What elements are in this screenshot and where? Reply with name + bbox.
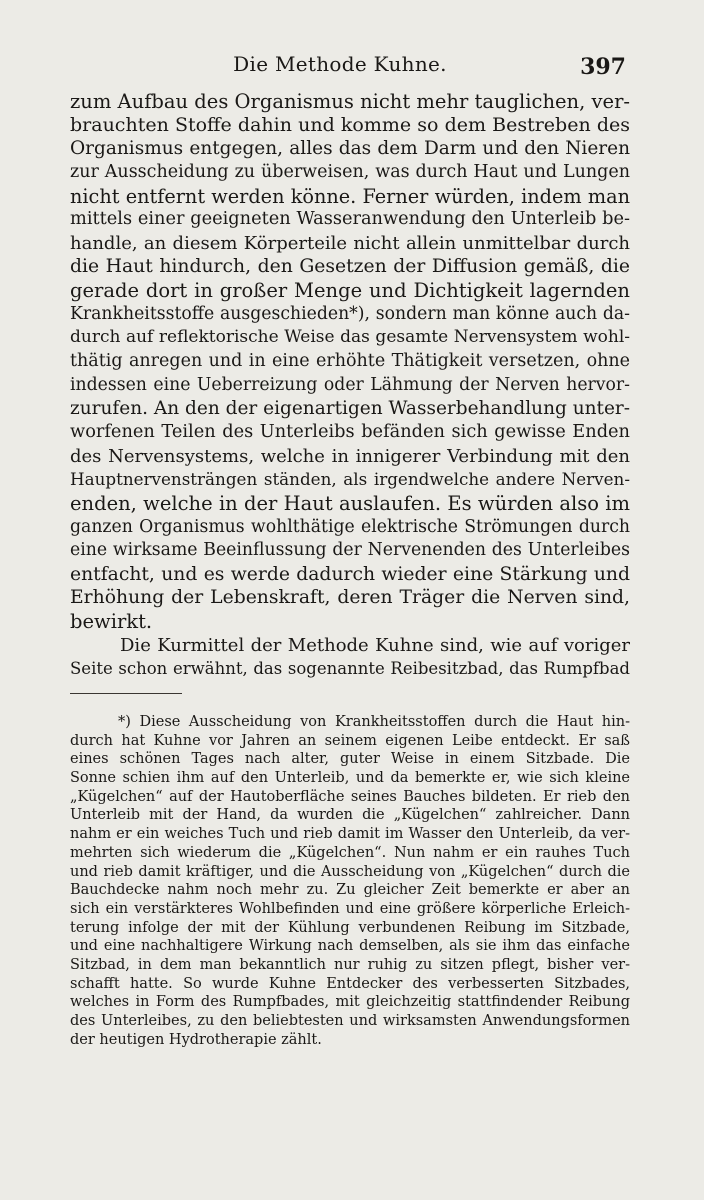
text-line: eine wirksame Beeinflussung der Nervenenden des Unterleibes [70, 540, 630, 561]
text-line: gerade dort in großer Menge und Dichtigkeit lagernden [70, 279, 630, 303]
text-line: die Haut hindurch, den Gesetzen der Diffusion gemäß, die [70, 256, 630, 278]
footnote-line: nahm er ein weiches Tuch und rieb damit im Wasser den Unterleib, da ver- [70, 826, 630, 843]
footnote-line: mehrten sich wiederum die „Kügelchen“. Nun nahm er ein rauhes Tuch [70, 844, 630, 861]
footnote-line: Sitzbad, in dem man bekanntlich nur ruhig zu sitzen pflegt, bisher ver- [70, 956, 630, 973]
footnote-line: sich ein verstärkteres Wohlbefinden und eine größere körperliche Erleich- [70, 900, 630, 917]
footnote-divider [70, 693, 182, 694]
footnote-line: durch hat Kuhne vor Jahren an seinem eigenen Leibe entdeckt. Er saß [70, 732, 630, 749]
text-line: durch auf reflektorische Weise das gesamte Nervensystem wohl- [70, 327, 630, 348]
text-line: indessen eine Ueberreizung oder Lähmung der Nerven hervor- [70, 374, 630, 395]
text-line: Seite schon erwähnt, das sogenannte Reibesitzbad, das Rumpfbad [70, 659, 630, 679]
text-line: entfacht, und es werde dadurch wieder eine Stärkung und [70, 563, 630, 585]
page-number: 397 [580, 54, 626, 80]
footnote-line: welches in Form des Rumpfbades, mit gleichzeitig stattfindender Reibung [70, 994, 630, 1011]
text-line: bewirkt. [70, 610, 153, 634]
text-line: zur Ausscheidung zu überweisen, was durch Haut und Lungen [70, 161, 630, 182]
footnote-line: Bauchdecke nahm noch mehr zu. Zu gleicher Zeit bemerkte er aber an [70, 882, 630, 899]
running-title: Die Methode Kuhne. [233, 52, 447, 76]
footnote-line: und eine nachhaltigere Wirkung nach demselben, als sie ihm das einfache [70, 938, 630, 955]
text-line: Hauptnervensträngen ständen, als irgendwelche andere Nerven- [70, 469, 630, 490]
footnote [70, 713, 630, 1049]
text-line: ganzen Organismus wohlthätige elektrische Strömungen durch [70, 516, 630, 537]
text-line: worfenen Teilen des Unterleibs befänden sich gewisse Enden [70, 421, 630, 442]
text-line: zum Aufbau des Organismus nicht mehr tauglichen, ver- [70, 90, 630, 113]
footnote-line: des Unterleibes, zu den beliebtesten und wirksamsten Anwendungsformen [70, 1013, 630, 1029]
running-head [70, 52, 630, 82]
footnote-line: *) Diese Ausscheidung von Krankheitsstoffen durch die Haut hin- [118, 714, 630, 730]
footnote-line: schafft hatte. So wurde Kuhne Entdecker des verbesserten Sitzbades, [70, 975, 630, 992]
footnote-line: Sonne schien ihm auf den Unterleib, und da bemerkte er, wie sich kleine [70, 770, 630, 787]
text-line: mittels einer geeigneten Wasseranwendung den Unterleib be- [70, 209, 630, 230]
text-line: zurufen. An den der eigenartigen Wasserbehandlung unter- [70, 398, 631, 420]
text-line: Organismus entgegen, alles das dem Darm und den Nieren [70, 138, 630, 160]
text-line: Die Kurmittel der Methode Kuhne sind, wie auf voriger [120, 634, 630, 656]
footnote-line: der heutigen Hydrotherapie zählt. [70, 1031, 322, 1048]
footnote-line: Unterleib mit der Hand, da wurden die „Kügelchen“ zahlreicher. Dann [70, 807, 630, 824]
text-line: brauchten Stoffe dahin und komme so dem Bestreben des [70, 113, 630, 136]
text-line: Erhöhung der Lebenskraft, deren Träger die Nerven sind, [70, 587, 630, 609]
text-line: handle, an diesem Körperteile nicht allein unmittelbar durch [70, 232, 630, 254]
text-line: thätig anregen und in eine erhöhte Thätigkeit versetzen, ohne [70, 351, 630, 372]
text-line: Krankheitsstoffe ausgeschieden*), sondern man könne auch da- [70, 303, 630, 324]
text-line: nicht entfernt werden könne. Ferner würden, indem man [70, 184, 630, 208]
footnote-line: „Kügelchen“ auf der Hautoberfläche seines Bauches bildeten. Er rieb den [70, 788, 630, 805]
footnote-line: terung infolge der mit der Kühlung verbundenen Reibung im Sitzbade, [70, 919, 630, 936]
main-text [70, 90, 630, 681]
text-line: des Nervensystems, welche in innigerer Verbindung mit den [70, 445, 630, 467]
footnote-line: und rieb damit kräftiger, und die Ausscheidung von „Kügelchen“ durch die [70, 863, 630, 880]
footnote-line: eines schönen Tages nach alter, guter Weise in einem Sitzbade. Die [70, 751, 630, 768]
text-line: enden, welche in der Haut auslaufen. Es würden also im [70, 491, 630, 515]
